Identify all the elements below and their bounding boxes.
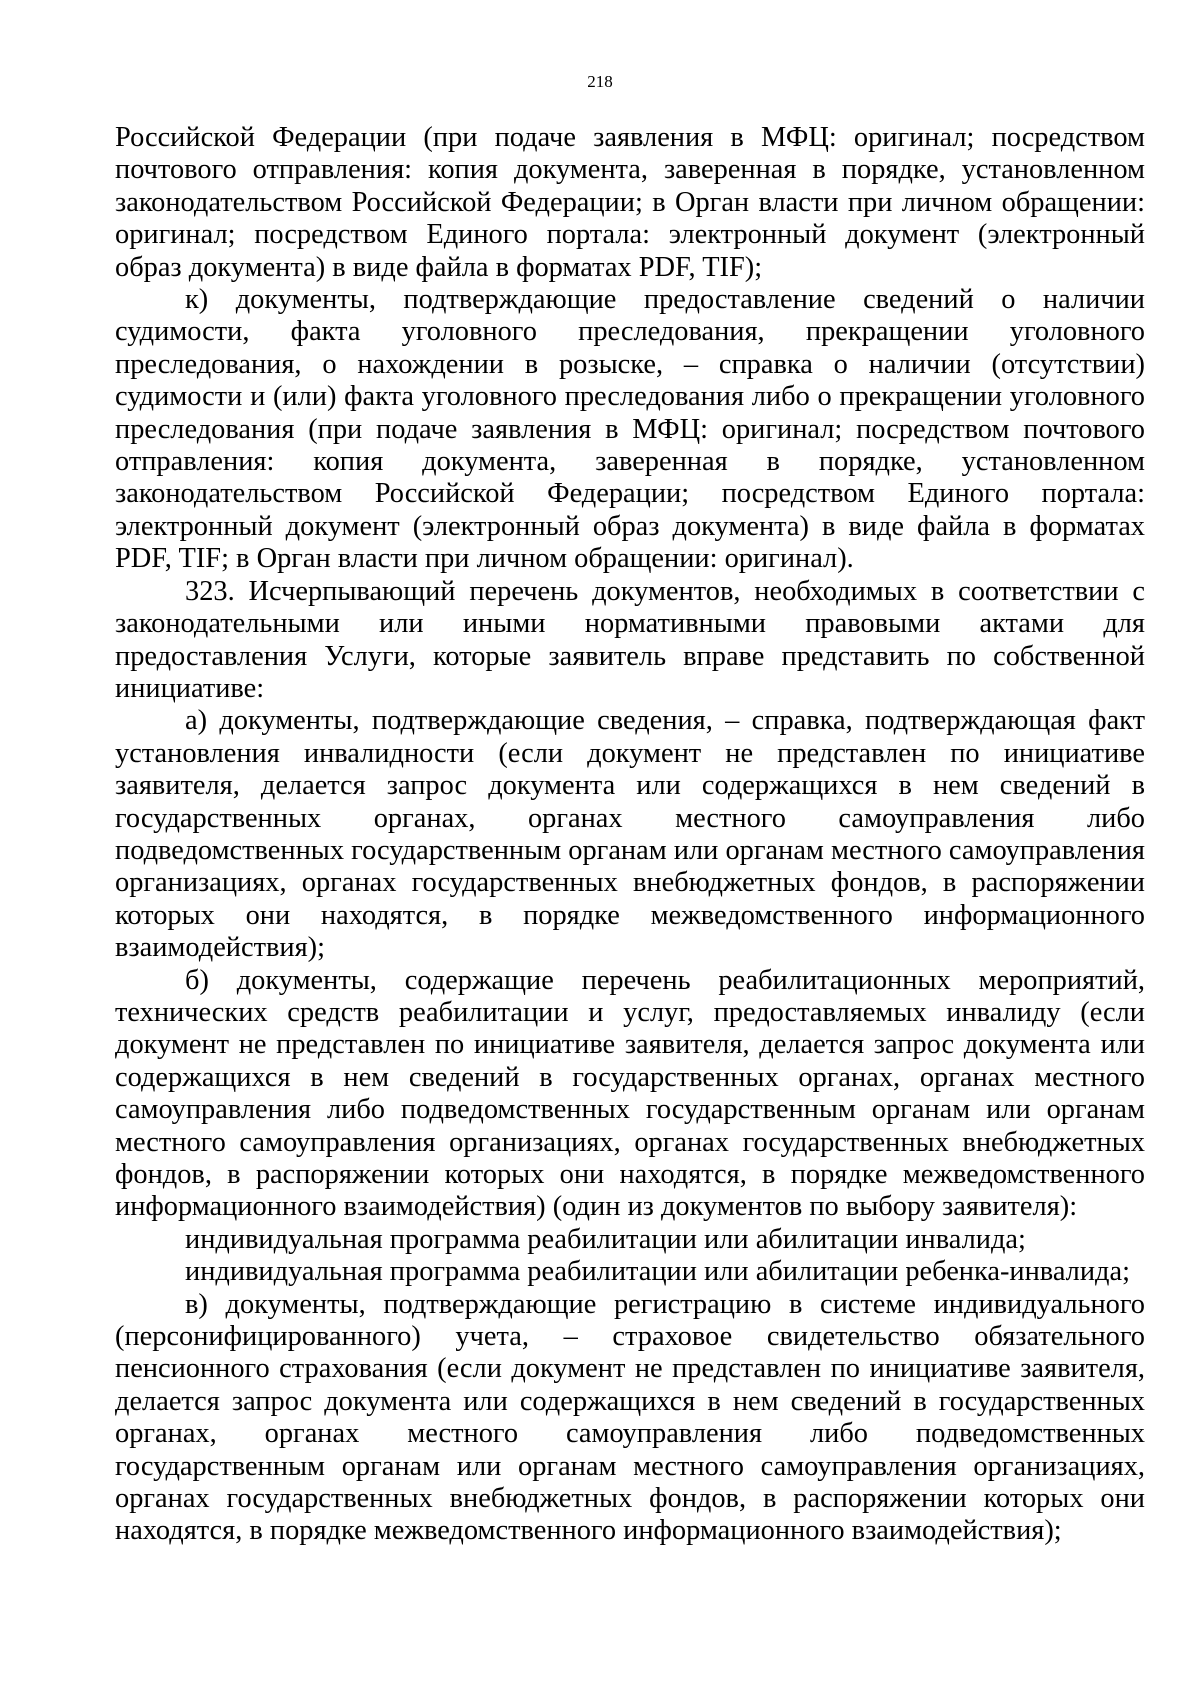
paragraph-item-v: в) документы, подтверждающие регистрацию в системе индивидуального (персонифицированного) учета, – страховое свидетельство обязательного пенсионного страхования (если документ не представлен по инициативе заявителя, делается запрос документа или содержащихся в нем сведений в государственных органах, органах местного самоуправления либо подведомственных государственным органам или органам местного самоуправления организациях, органах государственных внебюджетных фондов, в распоряжении которых они находятся, в порядке межведомственного информационного взаимодействия);: [115, 1288, 1145, 1547]
paragraph-option-disabled-child: индивидуальная программа реабилитации или абилитации ребенка-инвалида;: [185, 1256, 1130, 1288]
document-body: [115, 122, 1145, 1548]
paragraph-item-k: к) документы, подтверждающие предоставление сведений о наличии судимости, факта уголовного преследования, прекращении уголовного преследования, о нахождении в розыске, – справка о наличии (отсутствии) судимости и (или) факта уголовного преследования либо о прекращении уголовного преследования (при подаче заявления в МФЦ: оригинал; посредством почтового отправления: копия документа, заверенная в порядке, установленном законодательством Российской Федерации; посредством Единого портала: электронный документ (электронный образ документа) в виде файла в форматах PDF, TIF; в Орган власти при личном обращении: оригинал).: [115, 284, 1145, 575]
paragraph-continuation: Российской Федерации (при подаче заявления в МФЦ: оригинал; посредством почтового отправления: копия документа, заверенная в порядке, установленном законодательством Российской Федерации; в Орган власти при личном обращении: оригинал; посредством Единого портала: электронный документ (электронный образ документа) в виде файла в форматах PDF, TIF);: [115, 122, 1145, 283]
paragraph-option-disabled-adult: индивидуальная программа реабилитации или абилитации инвалида;: [185, 1223, 1026, 1255]
paragraph-clause-323: 323. Исчерпывающий перечень документов, необходимых в соответствии с законодательными или иными нормативными правовыми актами для предоставления Услуги, которые заявитель вправе представить по собственной инициативе:: [115, 575, 1145, 704]
page-number: 218: [587, 72, 613, 91]
paragraph-item-b: б) документы, содержащие перечень реабилитационных мероприятий, технических средств реабилитации и услуг, предоставляемых инвалиду (если документ не представлен по инициативе заявителя, делается запрос документа или содержащихся в нем сведений в государственных органах, органах местного самоуправления либо подведомственных государственным органам или органам местного самоуправления организациях, органах государственных внебюджетных фондов, в распоряжении которых они находятся, в порядке межведомственного информационного взаимодействия) (один из документов по выбору заявителя):: [115, 964, 1145, 1223]
paragraph-item-a: а) документы, подтверждающие сведения, – справка, подтверждающая факт установления инвалидности (если документ не представлен по инициативе заявителя, делается запрос документа или содержащихся в нем сведений в государственных органах, органах местного самоуправления либо подведомственных государственным органам или органам местного самоуправления организациях, органах государственных внебюджетных фондов, в распоряжении которых они находятся, в порядке межведомственного информационного взаимодействия);: [115, 705, 1145, 964]
